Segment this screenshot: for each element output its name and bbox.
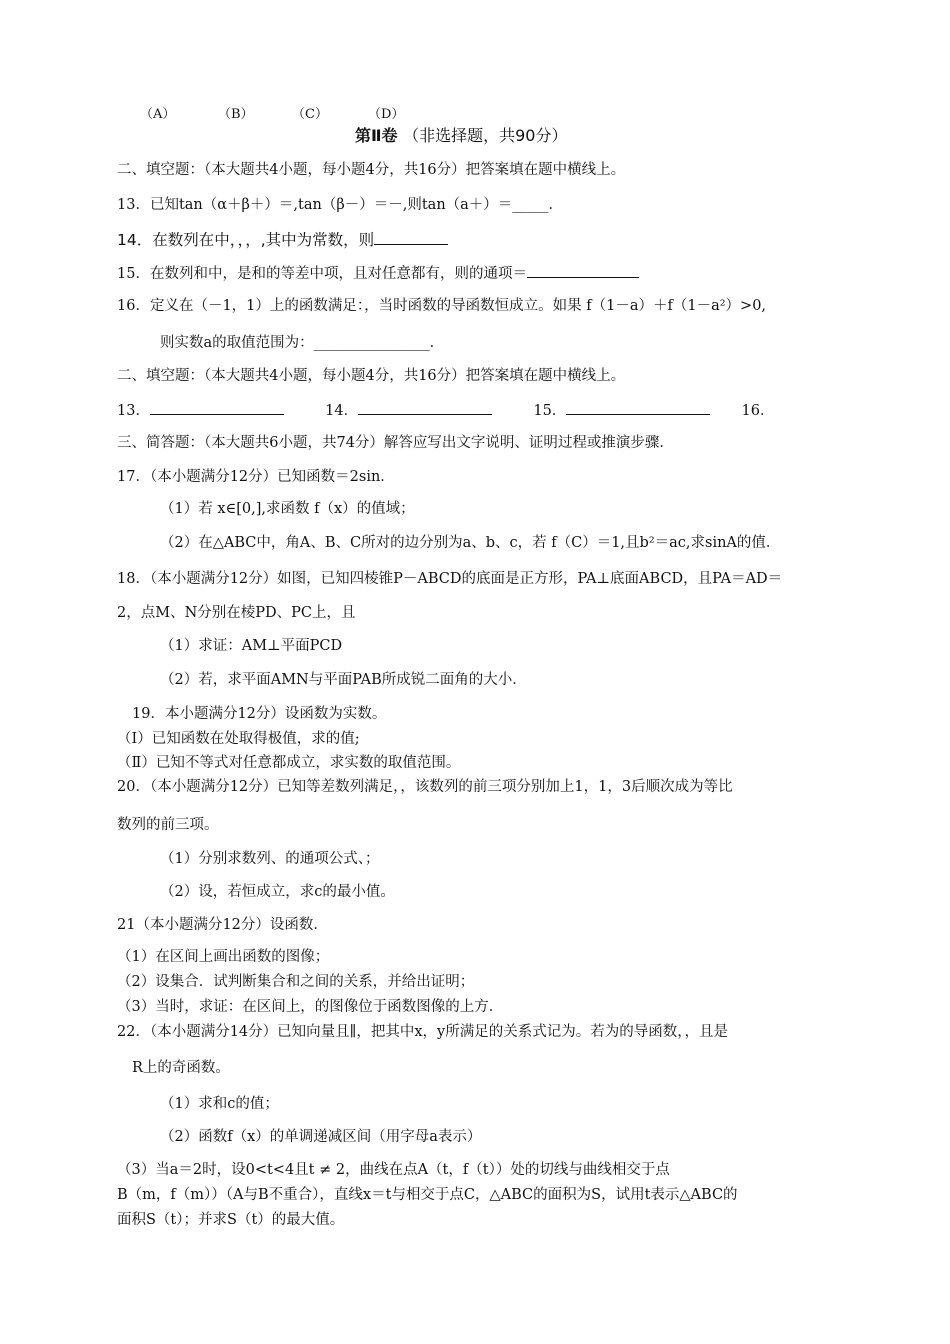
question-22: 22．（本小题满分14分）已知向量且∥，把其中x，y所满足的关系式记为。若为的导函数，，且是: [117, 1024, 728, 1040]
question-21-part2: （2）设集合．试判断集合和之间的关系，并给出证明；: [117, 974, 475, 990]
question-19-part1: （Ⅰ）已知函数在处取得极值，求的值;: [117, 731, 360, 747]
answer-blank-15[interactable]: [527, 262, 639, 278]
answer-blank-13[interactable]: [150, 399, 284, 415]
section-title: [355, 126, 568, 146]
question-14: [117, 229, 448, 250]
answer-blank-14[interactable]: [374, 229, 448, 245]
fill-heading-2: 二、填空题：（本大题共4小题，每小题4分，共16分）把答案填在题中横线上。: [117, 368, 626, 384]
question-15: [117, 262, 639, 284]
section-title-main: 第Ⅱ卷: [355, 126, 398, 145]
option-b: （B）: [218, 107, 254, 122]
question-18-part1: （1）求证：AM⊥平面PCD: [160, 638, 343, 654]
question-20: 20．（本小题满分12分）已知等差数列满足，，该数列的前三项分别加上1，1，3后顺次成为等比: [117, 779, 733, 795]
question-16: 16．定义在（－1，1）上的函数满足：，当时函数的导函数恒成立。如果 f（1－a）＋f（1－a²）>0,: [117, 298, 767, 314]
question-22-part1: （1）求和c的值；: [160, 1096, 279, 1112]
question-19-part2: （Ⅱ）已知不等式对任意都成立，求实数的取值范围。: [117, 755, 461, 771]
question-20-cont: 数列的前三项。: [117, 817, 219, 833]
answer-15-label: 15．: [533, 403, 567, 419]
option-a: （A）: [140, 107, 176, 122]
question-21-part1: （1）在区间上画出函数的图像；: [117, 949, 330, 965]
question-21-part3: （3）当时，求证：在区间上，的图像位于函数图像的上方．: [117, 999, 504, 1015]
question-22-part2: （2）函数f（x）的单调递减区间（用字母a表示）: [160, 1129, 482, 1145]
question-15-text: 15．在数列和中，是和的等差中项，且对任意都有，则的通项＝: [117, 266, 527, 282]
section-title-sub: （非选择题，共90分）: [403, 126, 568, 145]
answer-line: [117, 399, 774, 421]
question-22-part3-line3: 面积S（t）；并求S（t）的最大值。: [117, 1212, 345, 1228]
question-19: 19．本小题满分12分）设函数为实数。: [132, 706, 387, 722]
question-21: 21（本小题满分12分）设函数．: [117, 917, 328, 933]
question-22-cont: R上的奇函数。: [132, 1060, 230, 1076]
question-17-part2: （2）在△ABC中，角A、B、C所对的边分别为a、b、c，若 f（C）＝1,且b²＝ac,求sinA的值．: [160, 535, 781, 551]
question-17-part1: （1）若 x∈[0,],求函数 f（x）的值域；: [160, 501, 415, 517]
question-22-part3-line2: B（m，f（m））（A与B不重合），直线x＝t与相交于点C，△ABC的面积为S，试用t表示△ABC的: [117, 1187, 738, 1203]
answer-blank-14b[interactable]: [358, 399, 492, 415]
question-20-part1: （1）分别求数列、的通项公式、；: [160, 851, 380, 867]
answer-14-label: 14．: [325, 403, 359, 419]
option-c: （C）: [292, 107, 328, 122]
short-answer-heading: 三、简答题：（本大题共6小题，共74分）解答应写出文字说明、证明过程或推演步骤．: [117, 435, 674, 451]
answer-blank-15b[interactable]: [566, 399, 710, 415]
fill-heading: 二、填空题：（本大题共4小题，每小题4分，共16分）把答案填在题中横线上。: [117, 162, 626, 178]
question-18-cont: 2，点M、N分别在棱PD、PC上，且: [117, 605, 356, 621]
question-18-part2: （2）若，求平面AMN与平面PAB所成锐二面角的大小．: [160, 672, 527, 688]
question-18: 18．（本小题满分12分）如图，已知四棱锥P－ABCD的底面是正方形，PA⊥底面ABCD，且PA＝AD＝: [117, 571, 783, 587]
question-16-cont: 则实数a的取值范围为：________________．: [160, 335, 445, 351]
answer-16-label: 16．: [741, 403, 775, 419]
answer-13-label: 13．: [117, 403, 150, 419]
option-d: （D）: [368, 107, 405, 122]
question-17: 17．（本小题满分12分）已知函数＝2sin．: [117, 469, 395, 485]
question-13: 13．已知tan（α＋β＋）＝,tan（β－）＝－,则tan（a＋）＝_____．: [117, 197, 564, 213]
question-20-part2: （2）设，若恒成立，求c的最小值。: [160, 884, 395, 900]
question-14-text: 14．在数列在中，，，,其中为常数，则: [117, 231, 375, 249]
question-22-part3-line1: （3）当a＝2时，设0<t<4且t ≠ 2，曲线在点A（t，f（t））处的切线与曲线相交于点: [117, 1162, 670, 1178]
